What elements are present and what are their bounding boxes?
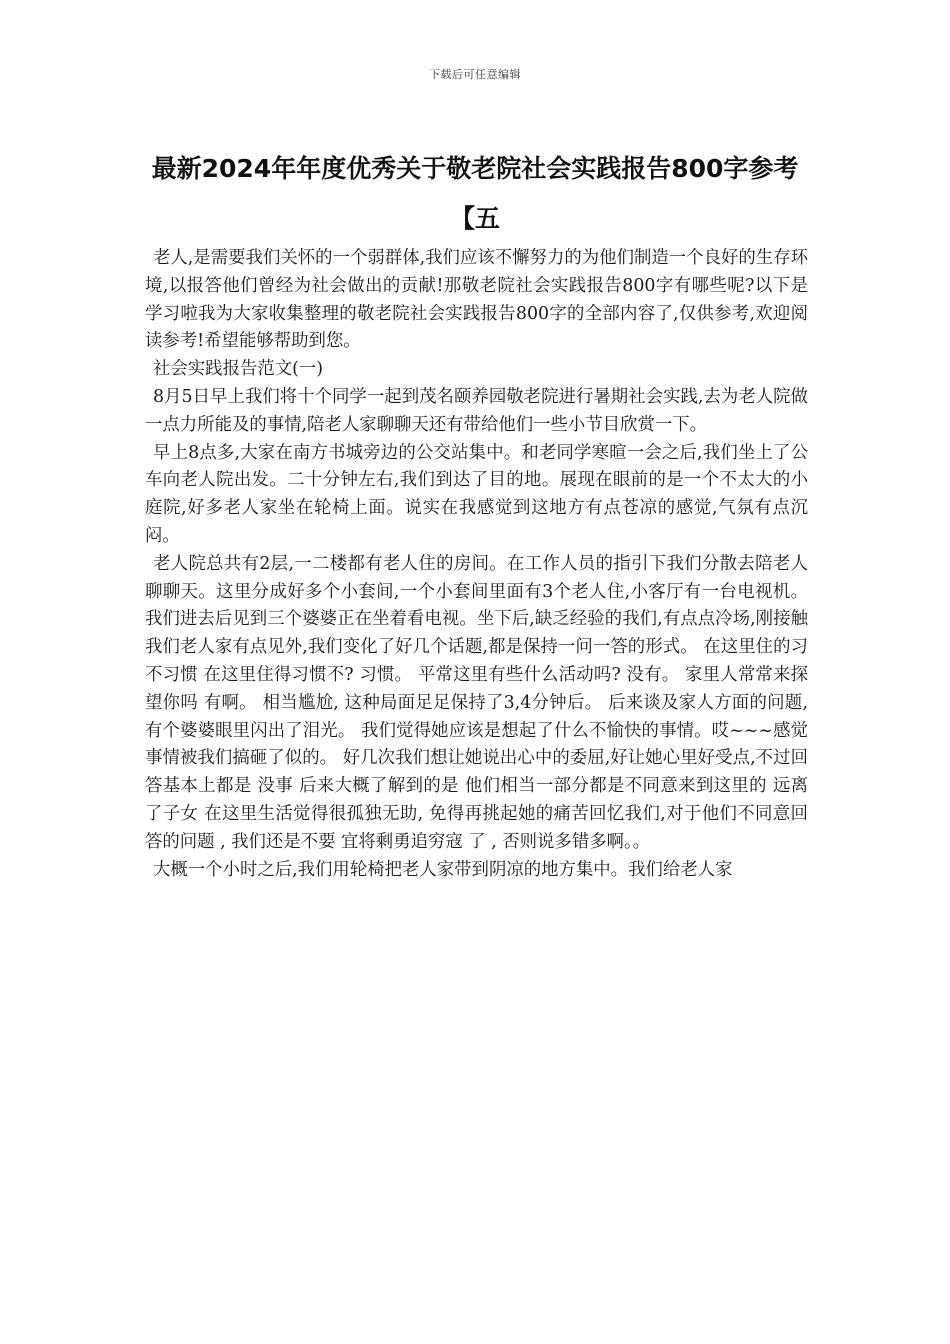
paragraph: 8月5日早上我们将十个同学一起到茂名颐养园敬老院进行暑期社会实践,去为老人院做一点力所能及的事情,陪老人家聊聊天还有带给他们一些小节目欣赏一下。: [145, 386, 808, 435]
document-title: 最新2024年年度优秀关于敬老院社会实践报告800字参考【五: [151, 154, 799, 233]
paragraph-intro: 老人,是需要我们关怀的一个弱群体,我们应该不懈努力的为他们制造一个良好的生存环境,以报答他们曾经为社会做出的贡献!那敬老院社会实践报告800字有哪些呢?以下是学习啦我为大家收集整理的敬老院社会实践报告800字的全部内容了,仅供参考,欢迎阅读参考!希望能够帮助到您。: [145, 248, 808, 352]
section-heading: 社会实践报告范文(一): [153, 359, 324, 380]
paragraph: 老人院总共有2层,一二楼都有老人住的房间。在工作人员的指引下我们分散去陪老人聊聊天。这里分成好多个小套间,一个小套间里面有3个老人住,小客厅有一台电视机。我们进去后见到三个婆婆正在坐着看电视。坐下后,缺乏经验的我们,有点点冷场,刚接触我们老人家有点见外,我们变化了好几个话题,都是保持一问一答的形式。 在这里住的习不习惯 在这里住得习惯不? 习惯。 平常这里有些什么活动吗? 没有。 家里人常常来探望你吗 有啊。 相当尴尬, 这种局面足足保持了3,4分钟后。 后来谈及家人方面的问题,有个婆婆眼里闪出了泪光。 我们觉得她应该是想起了什么不愉快的事情。哎~~~感觉事情被我们搞砸了似的。 好几次我们想让她说出心中的委屈,好让她心里好受点,不过回答基本上都是 没事 后来大概了解到的是 他们相当一部分都是不同意来到这里的 远离了子女 在这里生活觉得很孤独无助, 免得再挑起她的痛苦回忆我们,对于他们不同意回答的问题 , 我们还是不要 宜将剩勇追穷寇 了 , 否则说多错多啊。。: [145, 553, 808, 852]
document-body: [145, 245, 808, 884]
paragraph: 大概一个小时之后,我们用轮椅把老人家带到阴凉的地方集中。我们给老人家: [153, 859, 733, 880]
header-note: 下载后可任意编辑: [429, 68, 521, 81]
paragraph: 早上8点多,大家在南方书城旁边的公交站集中。和老同学寒暄一会之后,我们坐上了公车向老人院出发。二十分钟左右,我们到达了目的地。展现在眼前的是一个不太大的小庭院,好多老人家坐在轮椅上面。说实在我感觉到这地方有点苍凉的感觉,气氛有点沉闷。: [145, 442, 808, 546]
